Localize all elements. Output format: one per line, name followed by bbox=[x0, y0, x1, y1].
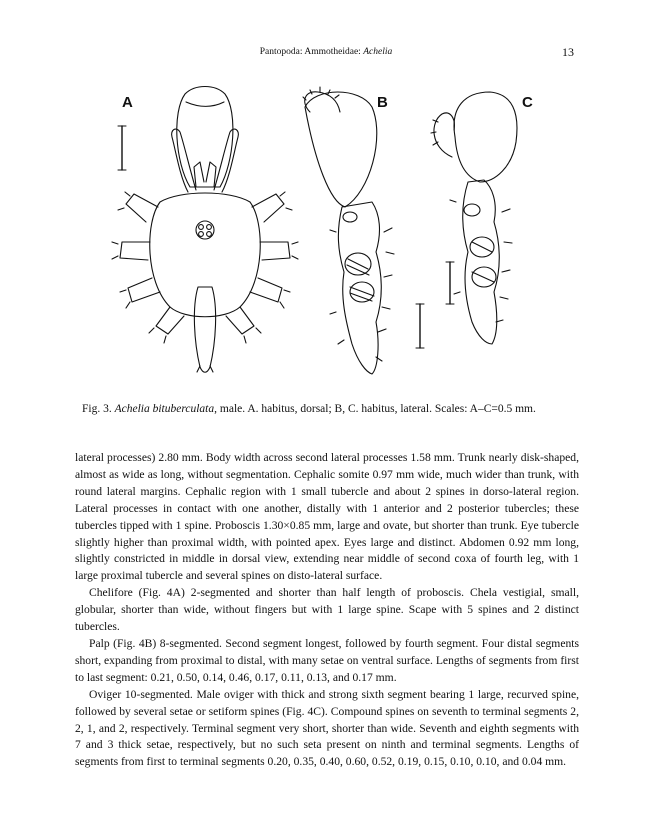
caption-text: , male. A. habitus, dorsal; B, C. habitus, lateral. Scales: A–C=0.5 mm. bbox=[214, 403, 536, 415]
panel-label-b: B bbox=[377, 94, 388, 111]
panel-label-c: C bbox=[522, 94, 533, 111]
panel-label-a: A bbox=[122, 94, 133, 111]
running-title-genus: Achelia bbox=[363, 47, 393, 57]
paragraph-palp: Palp (Fig. 4B) 8-segmented. Second segment longest, followed by fourth segment. Four distal segments short, expanding from proximal to distal, with many setae on ventral surface. Lengths of segments from first to last segment: 0.21, 0.50, 0.14, 0.46, 0.17, 0.11, 0.13, and 0.17 mm. bbox=[75, 636, 579, 684]
paragraph-trunk: lateral processes) 2.80 mm. Body width across second lateral processes 1.58 mm. Trunk nearly disk-shaped, almost as wide as long, without segmentation. Cephalic somite 0.97 mm wide, much wider than trunk, with round lateral margins. Cephalic region with 1 small tubercle and about 2 spines in dorso-lateral region. Lateral processes in contact with one another, distally with 1 anterior and 2 posterior tubercles; these tubercles tipped with 1 spine. Proboscis 1.30×0.85 mm, large and ovate, but shorter than trunk. Eye tubercle slightly higher than proximal width, with pointed apex. Eyes large and distinct. Abdomen 0.92 mm long, slightly constricted in middle in dorsal view, extending near middle of second coxa of fourth leg, with 1 large proximal tubercle and several spines on disto-lateral surface. bbox=[75, 451, 579, 583]
running-title-prefix: Pantopoda: Ammotheidae: bbox=[259, 47, 364, 57]
caption-prefix: Fig. 3. bbox=[82, 403, 115, 415]
figure-3-drawing bbox=[100, 82, 560, 382]
body-text bbox=[75, 450, 579, 771]
panel-b-drawing bbox=[303, 87, 424, 374]
panel-a-drawing bbox=[112, 87, 298, 373]
paragraph-oviger: Oviger 10-segmented. Male oviger with thick and strong sixth segment bearing 1 large, recurved spine, followed by several setae or setiform spines (Fig. 4C). Compound spines on seventh to terminal segments 2, 2, 1, and 2, respectively. Terminal segment very short, shorter than wide. Seventh and eighth segments with 7 and 3 thick setae, respectively, but no such seta present on ninth and terminal segments. Lengths of segments from first to terminal segments 0.20, 0.35, 0.40, 0.60, 0.52, 0.19, 0.15, 0.10, 0.10, and 0.04 mm. bbox=[75, 687, 579, 769]
page-number: 13 bbox=[562, 45, 574, 59]
paragraph-chelifore: Chelifore (Fig. 4A) 2-segmented and shorter than half length of proboscis. Chela vestigial, small, globular, shorter than wide, without fingers but with 1 large spine. Scape with 5 spines and 2 distinct tubercles. bbox=[75, 586, 579, 634]
figure-caption bbox=[82, 403, 582, 415]
caption-species: Achelia bituberculata bbox=[114, 403, 215, 415]
running-title bbox=[0, 47, 652, 57]
panel-c-drawing bbox=[431, 92, 517, 344]
figure-3 bbox=[100, 82, 560, 382]
running-head bbox=[0, 45, 652, 61]
